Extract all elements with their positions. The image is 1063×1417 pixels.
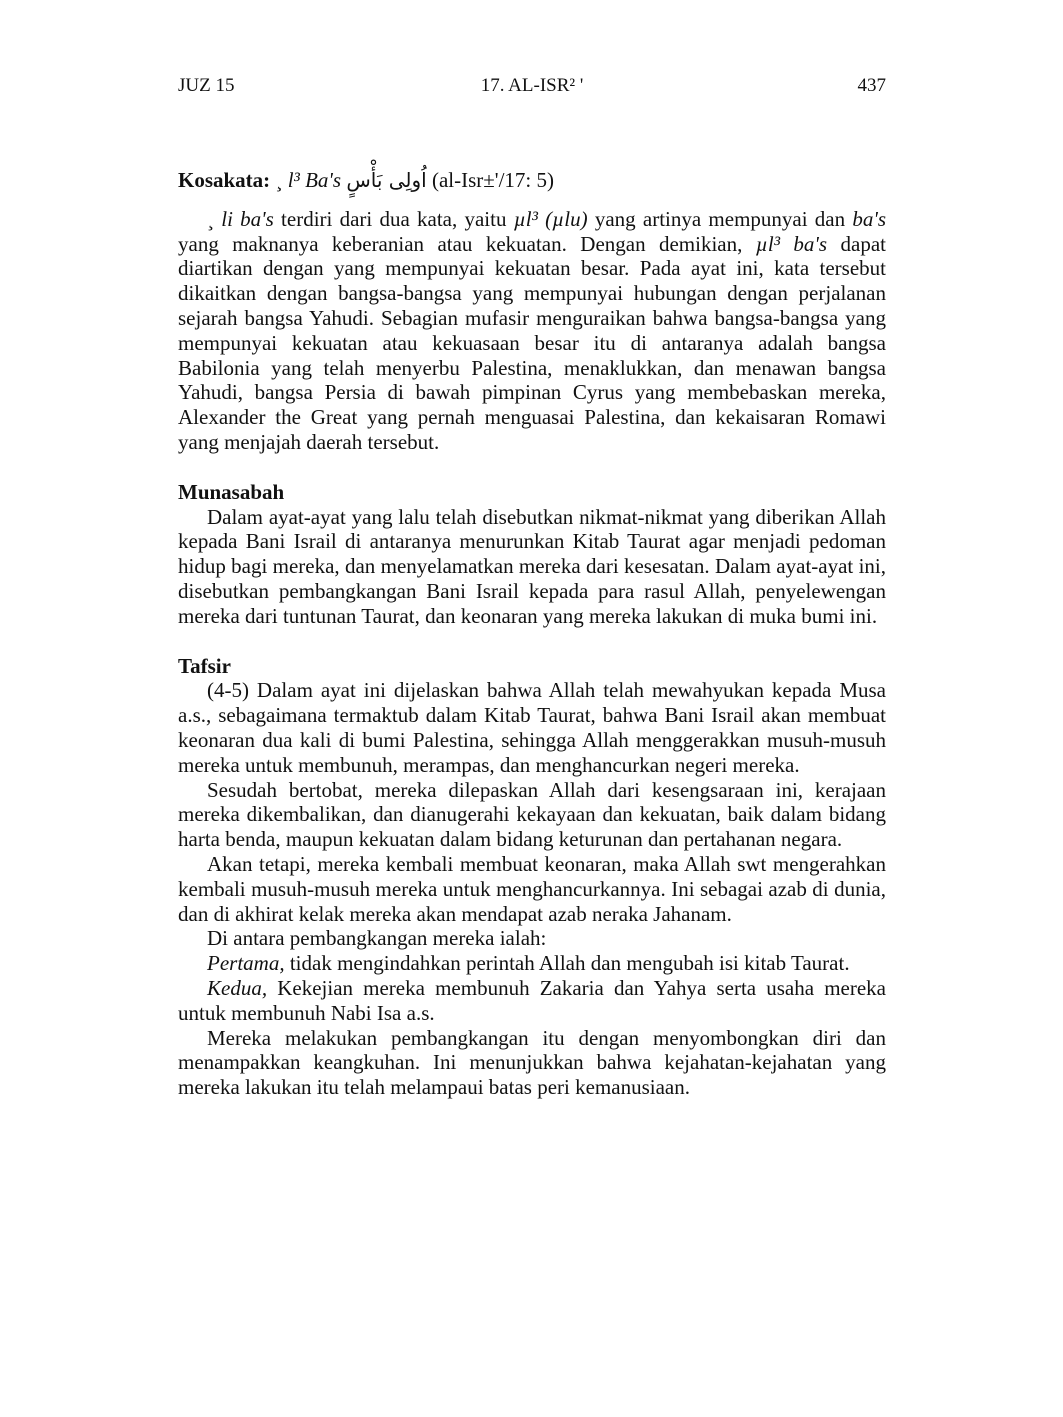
kosakata-heading — [178, 168, 886, 193]
tafsir-paragraph-6 — [178, 976, 886, 1026]
term-ulu: µl³ (µlu) — [513, 206, 588, 231]
paragraph-text: tidak mengindahkan perintah Allah dan mengubah isi kitab Taurat. — [289, 951, 850, 976]
kosakata-transliteration: l³ Ba's — [287, 168, 342, 192]
kosakata-paragraph — [178, 207, 886, 455]
paragraph-text: terdiri dari dua kata, yaitu — [281, 206, 507, 231]
munasabah-paragraph: Dalam ayat-ayat yang lalu telah disebutkan nikmat-nikmat yang diberikan Allah kepada Bani Israil di antaranya menurunkan Kitab Taurat agar menjadi pedoman hidup bagi mereka, dan menyelamatkan mereka dari kesesatan. Dalam ayat-ayat ini, disebutkan pembangkangan Bani Israil kepada para rasul Allah, penyelewengan mereka dari tuntunan Taurat, dan keonaran yang mereka lakukan di muka bumi ini. — [178, 504, 886, 628]
page-number: 437 — [857, 75, 886, 96]
tafsir-paragraph-2: Sesudah bertobat, mereka dilepaskan Allah dari kesengsaraan ini, kerajaan mereka dikembalikan, dan dianugerahi kekayaan dan kekuatan, baik dalam bidang harta benda, maupun kekuatan dalam bidang keturunan dan pertahanan negara. — [178, 777, 886, 852]
paragraph-text: dapat diartikan dengan yang mempunyai kekuatan besar. Pada ayat ini, kata tersebut dikaitkan dengan bangsa-bangsa yang mempunyai hubungan dengan perjalanan sejarah bangsa Yahudi. Sebagian mufasir menguraikan bahwa bangsa-bangsa yang mempunyai kekuatan atau kekuasaan besar itu di antaranya adalah bangsa Babilonia yang telah menyerbu Palestina, menaklukkan, dan menawan bangsa Yahudi, bangsa Persia di bawah pimpinan Cyrus yang membebaskan mereka, Alexander the Great yang pernah menguasai Palestina, dan kekaisaran Romawi yang menjajah daerah tersebut. — [178, 231, 886, 454]
term-uli-bas: µl³ ba's — [755, 231, 828, 256]
page-content — [178, 168, 886, 1100]
munasabah-heading: Munasabah — [178, 479, 285, 504]
term-bas: ba's — [852, 206, 887, 231]
tafsir-heading: Tafsir — [178, 653, 231, 678]
juz-label: JUZ 15 — [178, 75, 235, 96]
tafsir-paragraph-1: (4-5) Dalam ayat ini dijelaskan bahwa Allah telah mewahyukan kepada Musa a.s., sebagaimana termaktub dalam Kitab Taurat, bahwa Bani Israil akan membuat keonaran dua kali di bumi Palestina, sehingga Allah menggerakkan musuh-musuh mereka untuk membunuh, merampas, dan menghancurkan negeri mereka. — [178, 678, 886, 777]
pertama-label: Pertama, — [207, 951, 285, 976]
term-li-bas: li ba's — [221, 206, 274, 231]
running-header — [178, 74, 886, 100]
tafsir-paragraph-4: Di antara pembangkangan mereka ialah: — [207, 926, 547, 951]
kosakata-label: Kosakata: — [178, 168, 271, 192]
paragraph-text: yang maknanya keberanian atau kekuatan. Dengan demikian, — [178, 231, 743, 256]
kosakata-arabic: اُولِى بَأْسٍ — [346, 168, 427, 192]
paragraph-text: yang artinya mempunyai dan — [594, 206, 846, 231]
kedua-label: Kedua, — [207, 975, 268, 1000]
surah-title: 17. AL-ISR² ' — [480, 75, 584, 96]
tafsir-paragraph-7: Mereka melakukan pembangkangan itu dengan menyombongkan diri dan menampakkan keangkuhan. Ini menunjukkan bahwa kejahatan-kejahatan yang mereka lakukan itu telah melampaui batas peri kemanusiaan. — [178, 1025, 886, 1100]
term-mark: ¸ — [207, 206, 214, 231]
kosakata-reference: (al-Isr±'/17: 5) — [431, 168, 555, 192]
translit-mark: ¸ — [275, 168, 283, 192]
paragraph-text: Kekejian mereka membunuh Zakaria dan Yahya serta usaha mereka untuk membunuh Nabi Isa a.s. — [178, 975, 887, 1025]
tafsir-paragraph-3: Akan tetapi, mereka kembali membuat keonaran, maka Allah swt mengerahkan kembali musuh-musuh mereka untuk menghancurkannya. Ini sebagai azab di dunia, dan di akhirat kelak mereka akan mendapat azab neraka Jahanam. — [178, 851, 886, 926]
tafsir-paragraph-5 — [178, 951, 886, 976]
